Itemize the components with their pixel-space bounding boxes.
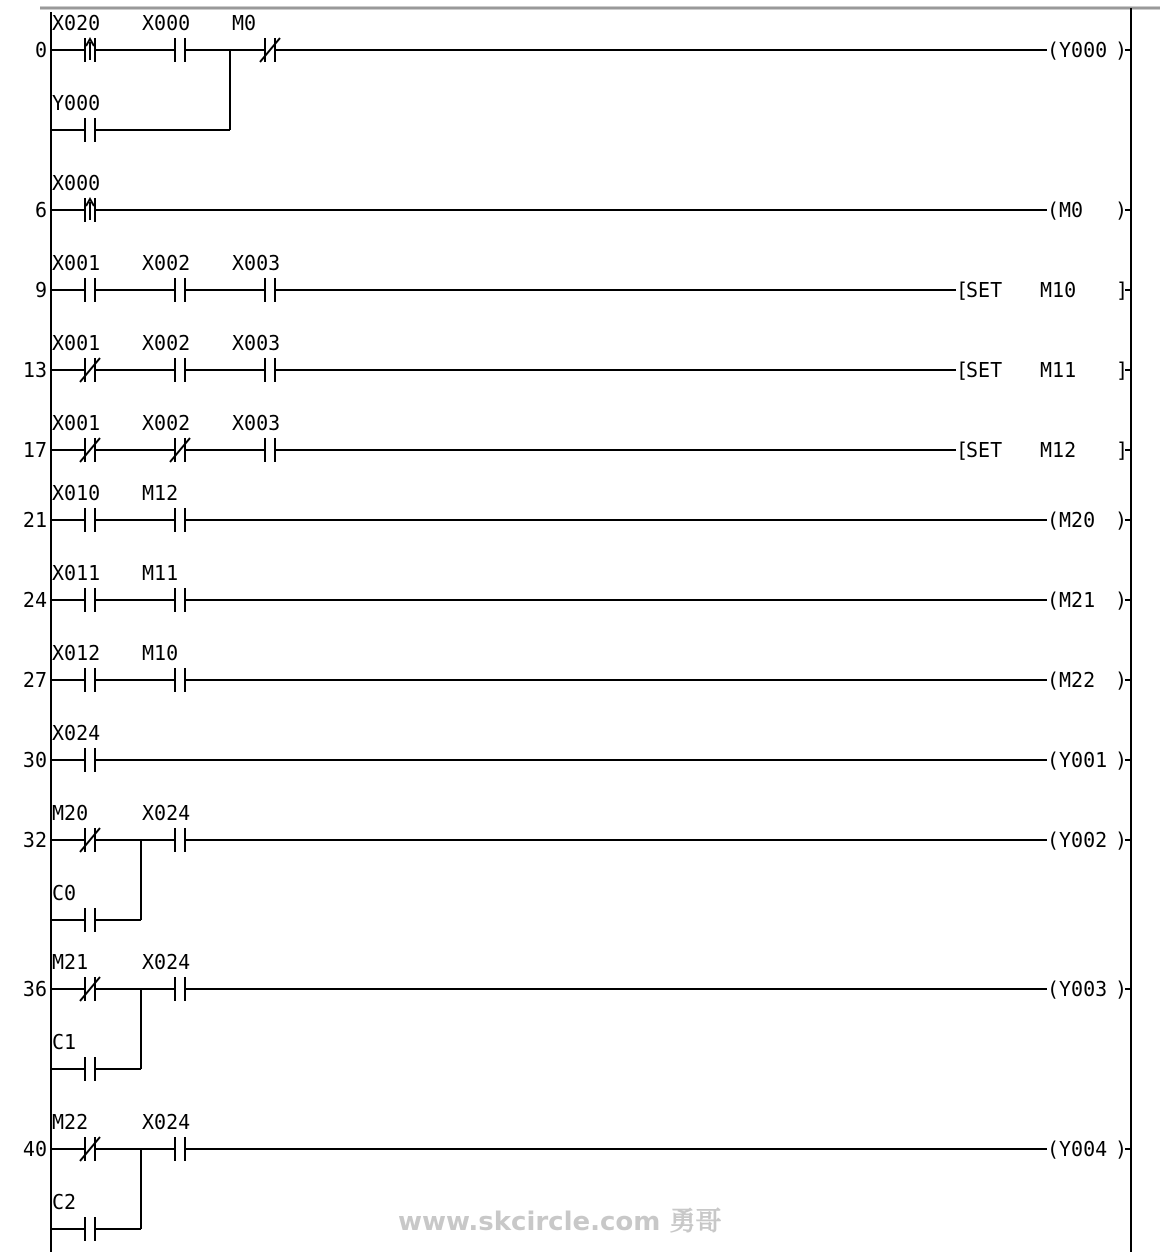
rung-32-branch-contact-no (52, 881, 95, 932)
step-number: 0 (34, 38, 47, 62)
rung-21-contact-label: X010 (52, 481, 101, 505)
rung-24-contact-no (52, 561, 100, 612)
coil-label: M0 (1059, 198, 1084, 222)
rung-36-contact-label: X024 (142, 950, 191, 974)
rung-21-contact-label: M12 (142, 481, 179, 505)
rung-27-contact-label: M10 (142, 641, 179, 665)
coil-close-paren: ) (1115, 977, 1128, 1001)
coil-open-paren: ( (1047, 38, 1060, 62)
step-number: 24 (22, 588, 47, 612)
rung-32 (23, 828, 1131, 920)
coil-label: Y001 (1059, 748, 1108, 772)
rung-36-contact-no (142, 950, 190, 1001)
step-number: 21 (22, 508, 47, 532)
rung-32-contact-label: X024 (142, 801, 191, 825)
step-number: 6 (34, 198, 47, 222)
rung-36-branch-contact-no (52, 1030, 95, 1081)
rung-13-contact-label: X001 (52, 331, 101, 355)
rung-13-contact-no (232, 331, 280, 382)
rung-24-contact-no (142, 561, 185, 612)
instruction-op: SET (966, 278, 1003, 302)
rung-0-contact-pulse (52, 11, 100, 62)
rung-30-contact-label: X024 (52, 721, 101, 745)
coil-label: Y002 (1059, 828, 1108, 852)
rung-24-contact-label: X011 (52, 561, 101, 585)
step-number: 27 (22, 668, 47, 692)
rung-6 (35, 198, 1131, 222)
rung-13-contact-no (142, 331, 190, 382)
instruction-open-bracket: [ (956, 358, 969, 382)
rung-27 (23, 668, 1131, 692)
coil-open-paren: ( (1047, 668, 1060, 692)
coil-open-paren: ( (1047, 1137, 1060, 1161)
rung-27-contact-label: X012 (52, 641, 101, 665)
step-number: 13 (22, 358, 47, 382)
rung-9 (35, 278, 1131, 302)
coil-close-paren: ) (1115, 828, 1128, 852)
rung-0-contact-label: X000 (142, 11, 191, 35)
rung-17-contact-nc (52, 411, 100, 462)
instruction-operand: M11 (1040, 358, 1077, 382)
coil-open-paren: ( (1047, 508, 1060, 532)
coil-close-paren: ) (1115, 668, 1128, 692)
instruction-close-bracket: ] (1116, 358, 1129, 382)
rung-27-contact-no (52, 641, 100, 692)
rung-36-contact-label: M21 (52, 950, 89, 974)
coil-close-paren: ) (1115, 588, 1128, 612)
coil-close-paren: ) (1115, 198, 1128, 222)
rung-13-contact-label: X002 (142, 331, 191, 355)
instruction-open-bracket: [ (956, 438, 969, 462)
rung-32-branch-contact-label: C0 (52, 881, 77, 905)
step-number: 17 (22, 438, 47, 462)
step-number: 32 (22, 828, 47, 852)
rung-13 (23, 358, 1131, 382)
rung-0-contact-label: X020 (52, 11, 101, 35)
instruction-close-bracket: ] (1116, 278, 1129, 302)
coil-label: M22 (1059, 668, 1096, 692)
coil-close-paren: ) (1115, 748, 1128, 772)
rung-40-contact-label: M22 (52, 1110, 89, 1134)
rung-36 (23, 977, 1131, 1069)
rung-0-contact-label: M0 (232, 11, 257, 35)
coil-label: Y000 (1059, 38, 1108, 62)
rung-40-contact-nc (52, 1110, 100, 1161)
rung-9-contact-no (142, 251, 190, 302)
coil-open-paren: ( (1047, 977, 1060, 1001)
rung-21-contact-no (142, 481, 185, 532)
rung-6-contact-pulse (52, 171, 100, 222)
rung-36-branch-contact-label: C1 (52, 1030, 77, 1054)
rung-13-contact-label: X003 (232, 331, 281, 355)
rung-32-contact-label: M20 (52, 801, 89, 825)
rung-9-contact-label: X003 (232, 251, 281, 275)
rung-40-branch-contact-no (52, 1190, 95, 1241)
rung-32-contact-nc (52, 801, 100, 852)
rung-24 (23, 588, 1131, 612)
rung-17-contact-label: X001 (52, 411, 101, 435)
rung-30-contact-no (52, 721, 100, 772)
rung-40-branch-contact-label: C2 (52, 1190, 77, 1214)
rung-17-contact-label: X002 (142, 411, 191, 435)
instruction-op: SET (966, 358, 1003, 382)
rung-0-contact-nc (232, 11, 280, 62)
rung-17-contact-label: X003 (232, 411, 281, 435)
rung-30 (23, 748, 1131, 772)
rung-40-contact-no (142, 1110, 190, 1161)
rung-13-contact-nc (52, 331, 100, 382)
rung-9-contact-no (52, 251, 100, 302)
rung-0 (35, 38, 1131, 130)
rung-9-contact-label: X001 (52, 251, 101, 275)
watermark: www.skcircle.com 勇哥 (398, 1207, 722, 1237)
step-number: 40 (22, 1137, 47, 1161)
rung-17-contact-nc (142, 411, 190, 462)
coil-label: M20 (1059, 508, 1096, 532)
coil-open-paren: ( (1047, 828, 1060, 852)
rung-40-contact-label: X024 (142, 1110, 191, 1134)
coil-label: Y003 (1059, 977, 1108, 1001)
rung-21-contact-no (52, 481, 100, 532)
coil-open-paren: ( (1047, 198, 1060, 222)
rungs (23, 11, 1131, 1241)
step-number: 36 (22, 977, 47, 1001)
coil-close-paren: ) (1115, 38, 1128, 62)
coil-open-paren: ( (1047, 588, 1060, 612)
rung-6-contact-label: X000 (52, 171, 101, 195)
coil-close-paren: ) (1115, 508, 1128, 532)
rung-9-contact-no (232, 251, 280, 302)
rung-36-contact-nc (52, 950, 100, 1001)
coil-close-paren: ) (1115, 1137, 1128, 1161)
rung-0-branch-contact-no (52, 91, 100, 142)
rung-0-branch-contact-label: Y000 (52, 91, 101, 115)
instruction-open-bracket: [ (956, 278, 969, 302)
coil-label: M21 (1059, 588, 1096, 612)
rung-24-contact-label: M11 (142, 561, 179, 585)
coil-label: Y004 (1059, 1137, 1108, 1161)
rung-32-contact-no (142, 801, 190, 852)
rung-17-contact-no (232, 411, 280, 462)
rung-27-contact-no (142, 641, 185, 692)
coil-open-paren: ( (1047, 748, 1060, 772)
instruction-operand: M10 (1040, 278, 1077, 302)
step-number: 9 (34, 278, 47, 302)
step-number: 30 (22, 748, 47, 772)
instruction-close-bracket: ] (1116, 438, 1129, 462)
instruction-operand: M12 (1040, 438, 1077, 462)
rung-9-contact-label: X002 (142, 251, 191, 275)
rung-17 (23, 438, 1131, 462)
rung-0-contact-no (142, 11, 190, 62)
rung-21 (23, 508, 1131, 532)
instruction-op: SET (966, 438, 1003, 462)
